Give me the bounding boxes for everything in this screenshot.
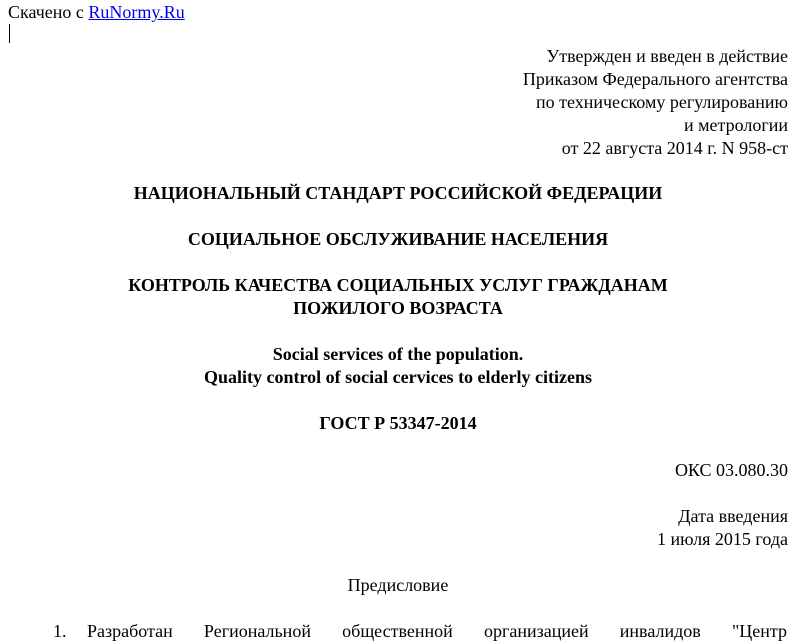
gost-code: ГОСТ Р 53347-2014 <box>319 413 477 433</box>
introduction-date-value: 1 июля 2015 года <box>657 529 788 549</box>
document-title-line: ПОЖИЛОГО ВОЗРАСТА <box>293 298 503 318</box>
document-title <box>0 274 790 320</box>
list-item-number: 1. <box>53 621 67 641</box>
approval-line: от 22 августа 2014 г. N 958-ст <box>561 138 788 158</box>
list-item-text: Разработан Региональной общественной организацией инвалидов "Центр <box>87 621 787 641</box>
source-line <box>8 1 185 24</box>
document-title-line: КОНТРОЛЬ КАЧЕСТВА СОЦИАЛЬНЫХ УСЛУГ ГРАЖДАНАМ <box>128 275 668 295</box>
source-link[interactable]: RuNormy.Ru <box>88 2 185 22</box>
english-title-line: Quality control of social cervices to elderly citizens <box>203 367 593 387</box>
text-cursor <box>9 24 10 43</box>
oks-code: ОКС 03.080.30 <box>674 460 788 480</box>
foreword-list-item <box>53 620 788 643</box>
approval-line: и метрологии <box>684 115 788 135</box>
english-title-line: Social services of the population. <box>272 344 524 364</box>
introduction-date <box>657 505 788 551</box>
approval-line: по техническому регулированию <box>535 92 788 112</box>
approval-block <box>523 45 788 160</box>
source-prefix: Скачено с <box>8 2 84 22</box>
english-title <box>0 343 790 389</box>
foreword-heading: Предисловие <box>347 575 449 595</box>
standard-heading: НАЦИОНАЛЬНЫЙ СТАНДАРТ РОССИЙСКОЙ ФЕДЕРАЦИИ <box>133 183 663 203</box>
subject-heading: СОЦИАЛЬНОЕ ОБСЛУЖИВАНИЕ НАСЕЛЕНИЯ <box>187 229 609 249</box>
approval-line: Приказом Федерального агентства <box>522 69 788 89</box>
introduction-date-label: Дата введения <box>678 506 788 526</box>
approval-line: Утвержден и введен в действие <box>546 46 788 66</box>
